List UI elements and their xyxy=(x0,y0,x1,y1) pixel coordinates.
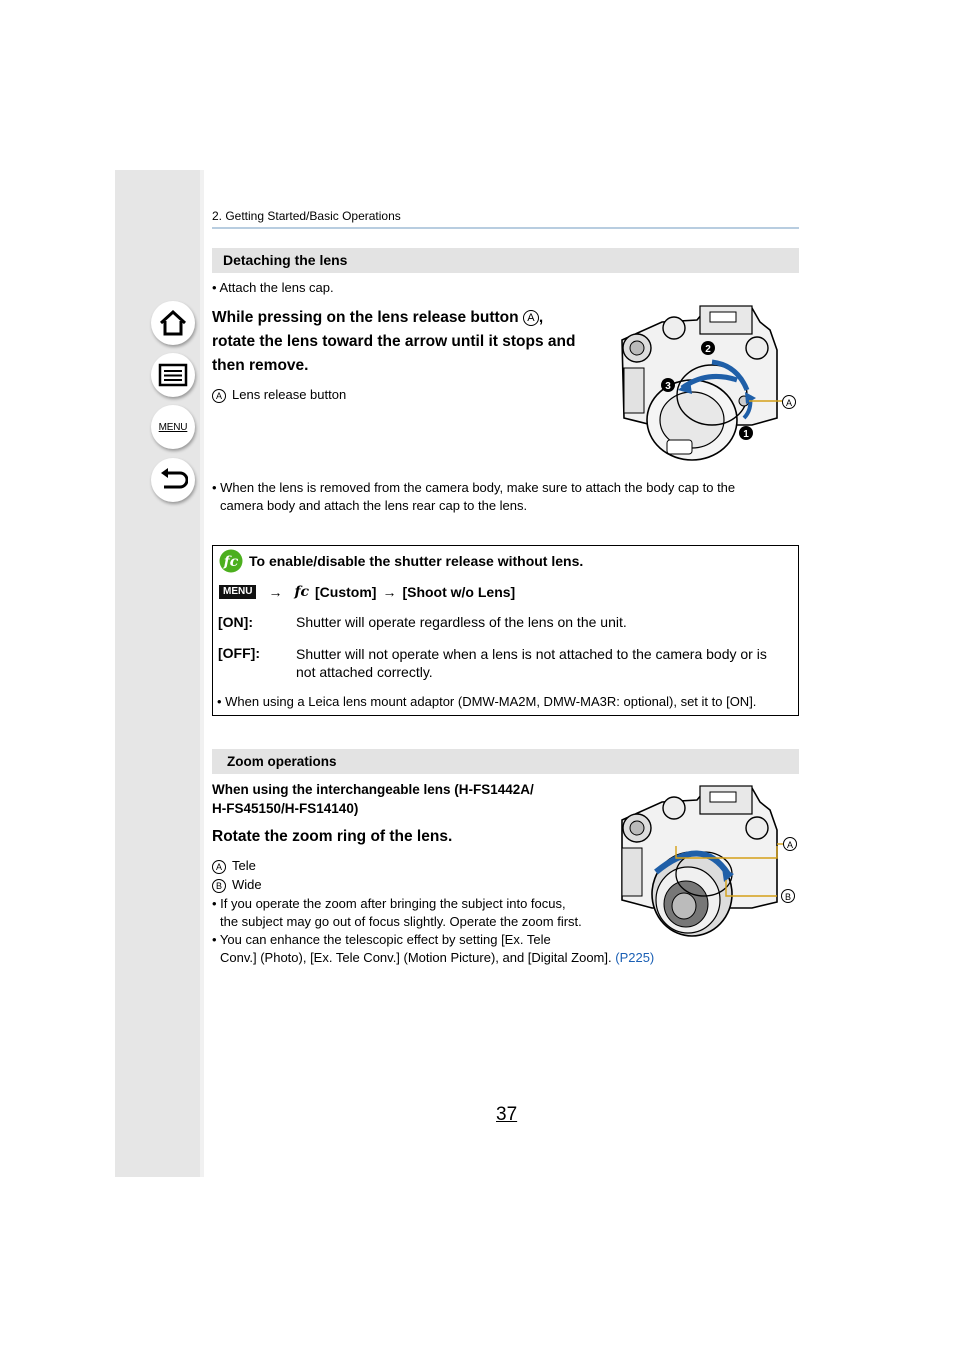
fig-label-b: B xyxy=(784,892,792,902)
menu-path xyxy=(219,584,515,600)
legend-wide xyxy=(212,876,262,894)
breadcrumb: 2. Getting Started/Basic Operations xyxy=(212,209,401,223)
zoom-subhead-line1: When using the interchangeable lens (H-FS1442A/ xyxy=(212,782,534,797)
legend-marker-b: B xyxy=(212,879,226,893)
zoom-subhead-line2: H-FS45150/H-FS14140) xyxy=(212,801,359,816)
page-number: 37 xyxy=(496,1104,518,1125)
fig-step-3: 3 xyxy=(665,381,671,392)
on-text: Shutter will operate regardless of the lens on the unit. xyxy=(296,614,627,630)
page-link-p225[interactable]: (P225) xyxy=(615,950,655,965)
zoom-bullet2-line2: Conv.] (Photo), [Ex. Tele Conv.] (Motion Picture), and [Digital Zoom]. xyxy=(220,950,612,965)
camera-zoom-illustration xyxy=(612,782,802,942)
legend-marker-a: A xyxy=(212,389,226,403)
detach-instruction xyxy=(212,306,612,378)
zoom-bullet1-line1: • If you operate the zoom after bringing the subject into focus, xyxy=(212,896,566,911)
off-text-line1: Shutter will not operate when a lens is not attached to the camera body or is xyxy=(296,646,767,662)
svg-text:fc: fc xyxy=(223,554,239,570)
back-button[interactable] xyxy=(151,458,195,502)
note-body-cap xyxy=(212,479,802,515)
custom-menu-icon: fc xyxy=(294,584,309,600)
zoom-bullet1-line2: the subject may go out of focus slightly. Operate the zoom first. xyxy=(220,914,582,929)
legend-text: Lens release button xyxy=(232,387,347,402)
off-label: [OFF]: xyxy=(218,645,260,661)
zoom-subhead xyxy=(212,780,534,818)
instr-line2: rotate the lens toward the arrow until it stops and xyxy=(212,333,576,350)
on-label: [ON]: xyxy=(218,614,253,630)
menu-badge: MENU xyxy=(219,585,256,599)
off-text xyxy=(296,645,796,681)
menu-arrow-1: → xyxy=(268,584,283,600)
zoom-instruction: Rotate the zoom ring of the lens. xyxy=(212,828,453,845)
custom-box-title: To enable/disable the shutter release without lens. xyxy=(249,553,584,569)
menu-button-label: MENU xyxy=(158,421,188,433)
custom-icon xyxy=(219,549,243,573)
sidebar-edge xyxy=(200,170,204,1177)
leica-note: • When using a Leica lens mount adaptor (DMW-MA2M, DMW-MA3R: optional), set it to [ON]. xyxy=(217,694,757,709)
home-icon xyxy=(158,309,188,337)
note-line2: camera body and attach the lens rear cap to the lens. xyxy=(220,498,528,513)
camera-detach-illustration xyxy=(612,300,802,465)
section-heading-zoom: Zoom operations xyxy=(212,749,799,774)
bullet-attach-cap: • Attach the lens cap. xyxy=(212,280,334,295)
legend-marker-a: A xyxy=(212,860,226,874)
off-text-line2: not attached correctly. xyxy=(296,664,433,680)
fig-step-2: 2 xyxy=(705,344,711,355)
home-button[interactable] xyxy=(151,301,195,345)
instr-comma: , xyxy=(538,309,544,326)
contents-button[interactable] xyxy=(151,353,195,397)
header-rule xyxy=(212,227,799,229)
legend-tele xyxy=(212,857,256,875)
menu-arrow-2: → xyxy=(382,584,397,600)
back-arrow-icon xyxy=(158,467,188,493)
instr-line1: While pressing on the lens release button xyxy=(212,309,519,326)
fig-label-a: A xyxy=(786,840,794,850)
marker-a: A xyxy=(523,310,539,326)
fig-step-1: 1 xyxy=(743,429,749,440)
custom-label: [Custom] xyxy=(315,584,377,600)
legend-wide-text: Wide xyxy=(232,877,262,892)
zoom-bullet2-line1: • You can enhance the telescopic effect by setting [Ex. Tele xyxy=(212,932,551,947)
list-icon xyxy=(158,363,188,387)
custom-setting-box xyxy=(212,545,799,716)
note-line1: • When the lens is removed from the camera body, make sure to attach the body cap to the xyxy=(212,480,736,495)
legend-lens-release xyxy=(212,386,346,404)
legend-tele-text: Tele xyxy=(232,858,256,873)
section-heading-detach: Detaching the lens xyxy=(212,248,799,273)
menu-button[interactable] xyxy=(151,405,195,449)
fig-label-a: A xyxy=(785,398,793,408)
shoot-wo-lens-label: [Shoot w/o Lens] xyxy=(402,584,516,600)
instr-line3: then remove. xyxy=(212,357,309,374)
